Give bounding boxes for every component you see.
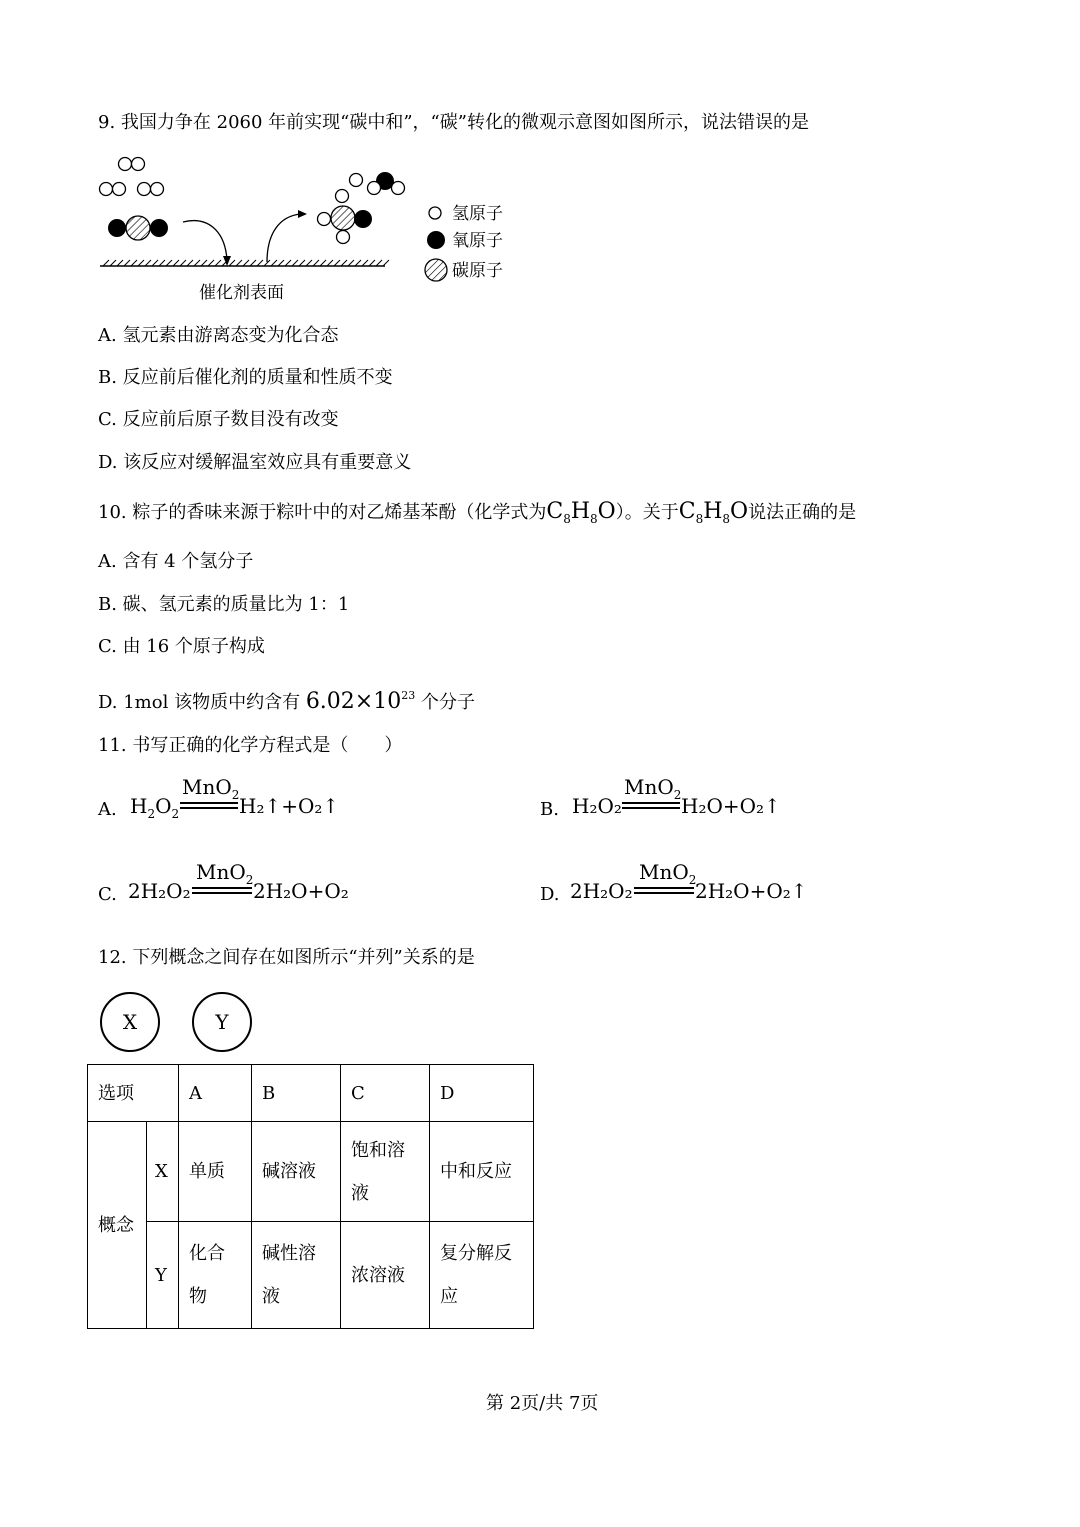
catalyst-surface xyxy=(100,260,389,266)
double-line-icon xyxy=(180,802,238,809)
q9-option-d: D. 该反应对缓解温室效应具有重要意义 xyxy=(98,452,412,473)
catalyst-label: MnO$_2$ xyxy=(624,775,682,802)
oxygen-atom-icon xyxy=(427,231,445,249)
double-line-icon xyxy=(634,887,694,894)
adsorb-arrow-icon xyxy=(183,221,227,260)
header-cell: B xyxy=(252,1065,341,1122)
q9-figure xyxy=(95,150,535,310)
q9-option-b: B. 反应前后催化剂的质量和性质不变 xyxy=(98,367,393,388)
table-cell: 浓溶液 xyxy=(341,1222,430,1329)
header-cell: A xyxy=(179,1065,252,1122)
header-cell: C xyxy=(341,1065,430,1122)
hydrogen-atom-icon xyxy=(429,207,441,219)
table-row xyxy=(88,1122,534,1222)
q10-stem: 10. 粽子的香味来源于粽叶中的对乙烯基苯酚（化学式为$C_8H_8O$）。关于$C_8H_8O$说法正确的是 xyxy=(98,499,857,526)
legend-hydrogen: 氢原子 xyxy=(452,204,503,224)
table-row xyxy=(88,1222,534,1329)
row-label: X xyxy=(146,1122,178,1222)
q11-stem: 11. 书写正确的化学方程式是（ ） xyxy=(98,735,403,756)
legend-oxygen: 氧原子 xyxy=(452,231,503,251)
carbon-dioxide-molecule-icon xyxy=(108,216,168,240)
table-cell: 碱性溶液 xyxy=(252,1222,341,1329)
legend-carbon: 碳原子 xyxy=(452,261,503,281)
carbon-atom-icon xyxy=(425,259,447,281)
catalyst-label: MnO$_2$ xyxy=(182,775,240,802)
hydrogen-molecule-icon xyxy=(119,158,145,171)
q10-formula: $C_8H_8O$ xyxy=(678,499,749,526)
catalyst-label: MnO$_2$ xyxy=(639,860,697,887)
concept-label: 概念 xyxy=(88,1122,147,1329)
table-cell: 复分解反应 xyxy=(430,1222,534,1329)
table-cell: 化合物 xyxy=(179,1222,252,1329)
page-footer: 第 2页/共 7页 xyxy=(486,1393,599,1414)
double-line-icon xyxy=(192,887,252,894)
q10-option-b: B. 碳、氢元素的质量比为 1：1 xyxy=(98,594,350,615)
table-cell: 饱和溶液 xyxy=(341,1122,430,1222)
header-cell: 选项 xyxy=(88,1065,179,1122)
q9-option-a: A. 氢元素由游离态变为化合态 xyxy=(98,325,339,346)
q9-stem: 9. 我国力争在 2060 年前实现“碳中和”，“碳”转化的微观示意图如图所示，说法错误的是 xyxy=(98,112,809,133)
table-cell: 中和反应 xyxy=(430,1122,534,1222)
table-cell: 碱溶液 xyxy=(252,1122,341,1222)
q10-formula: $C_8H_8O$ xyxy=(546,499,616,526)
q9-option-c: C. 反应前后原子数目没有改变 xyxy=(98,409,339,430)
q10-option-a: A. 含有 4 个氢分子 xyxy=(98,551,254,572)
row-label: Y xyxy=(146,1222,178,1329)
desorb-arrow-icon xyxy=(267,214,301,262)
surface-label: 催化剂表面 xyxy=(199,283,284,303)
methanol-molecule-icon xyxy=(318,172,405,244)
legend xyxy=(425,204,503,281)
double-line-icon xyxy=(622,802,680,809)
q12-stem: 12. 下列概念之间存在如图所示“并列”关系的是 xyxy=(98,947,475,968)
table-row xyxy=(88,1065,534,1122)
header-cell: D xyxy=(430,1065,534,1122)
q12-options-table xyxy=(87,1064,534,1329)
q10-option-c: C. 由 16 个原子构成 xyxy=(98,636,265,657)
hydrogen-molecule-icon xyxy=(100,183,126,196)
catalyst-label: MnO$_2$ xyxy=(196,860,254,887)
q10-option-d: D. 1mol 该物质中约含有 $6.02\times 10^{23}$ 个分子 xyxy=(98,689,475,714)
hydrogen-molecule-icon xyxy=(138,183,164,196)
table-cell: 单质 xyxy=(179,1122,252,1222)
circle-x: X xyxy=(100,992,160,1052)
circle-y: Y xyxy=(192,992,252,1052)
